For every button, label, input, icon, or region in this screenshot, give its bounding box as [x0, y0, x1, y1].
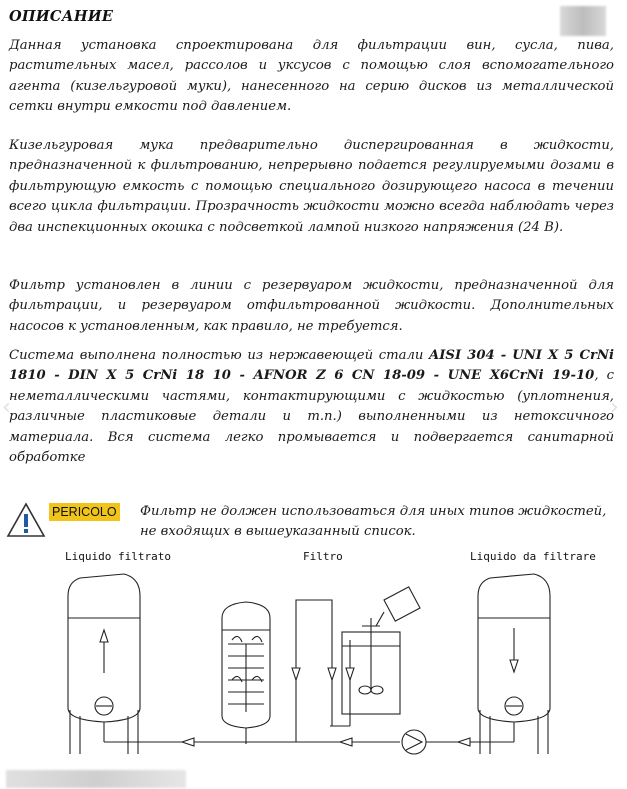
paragraph-1: Данная установка спроектирована для фильтрации вин, сусла, пива, растительных масел, рассолов и уксусов с помощью слоя вспомогательного агента (кизельгуровой муки), нанесенного на серию дисков из металлической сетки внутри емкости под давлением.: [9, 38, 614, 115]
paragraph-2: Кизельгуровая мука предварительно диспергированная в жидкости, предназначенной к фильтрованию, непрерывно подается регулируемыми дозами в фильтрующую емкость с помощью специального дозирующего насоса в течении всего цикла фильтрации. Прозрачность жидкости можно всегда наблюдать через два инспекционных окошка с подсветкой лампой низкого напряжения (24 В).: [9, 138, 614, 235]
chevron-right-icon: ›: [610, 395, 619, 420]
danger-badge: PERICOLO: [49, 503, 120, 521]
paragraph-4: [9, 346, 614, 468]
blurred-region-top: [560, 6, 606, 36]
warning-notice: [0, 500, 627, 550]
steel-grades: AISI 304 - UNI X 5 CrNi 1810 - DIN X 5 CrNi 18 10 - AFNOR Z 6 CN 18-09 - UNE X6CrNi 19-10: [9, 348, 614, 384]
label-liquid-to-filter: Liquido da filtrare: [470, 550, 596, 563]
warning-text: [140, 502, 615, 542]
chevron-left-icon: ‹: [2, 395, 11, 420]
dosing-tank: [330, 587, 420, 726]
warning-line-2: не входящих в вышеуказанный список.: [140, 524, 416, 539]
piping: [104, 600, 514, 754]
warning-line-1: Фильтр не должен использоваться для иных типов жидкостей,: [140, 504, 607, 519]
section-heading: ОПИСАНИЕ: [9, 8, 114, 25]
label-filter: Filtro: [303, 550, 343, 563]
unfiltered-liquid-tank: [478, 574, 550, 754]
warning-triangle-icon: [6, 502, 46, 538]
filtered-liquid-tank: [68, 574, 140, 754]
filter-vessel: [222, 602, 270, 744]
paragraph-3: Фильтр установлен в линии с резервуаром жидкости, предназначенной для фильтрации, и резервуаром отфильтрованной жидкости. Дополнительных насосов к установленным, как правило, не требуется.: [9, 278, 614, 334]
label-filtered-liquid: Liquido filtrato: [65, 550, 171, 563]
paragraph-4-end: , с неметаллическими частями, контактирующими с жидкостью (уплотнения, различные пластиковые детали и т.п.) выполненными из нетоксичного материала. Вся система легко промывается и подвергается санитарной обработке: [9, 368, 614, 466]
paragraph-4-start: Система выполнена полностью из нержавеющей стали: [9, 348, 430, 363]
filtration-diagram: [0, 548, 627, 768]
blurred-region-bottom: [6, 770, 186, 788]
